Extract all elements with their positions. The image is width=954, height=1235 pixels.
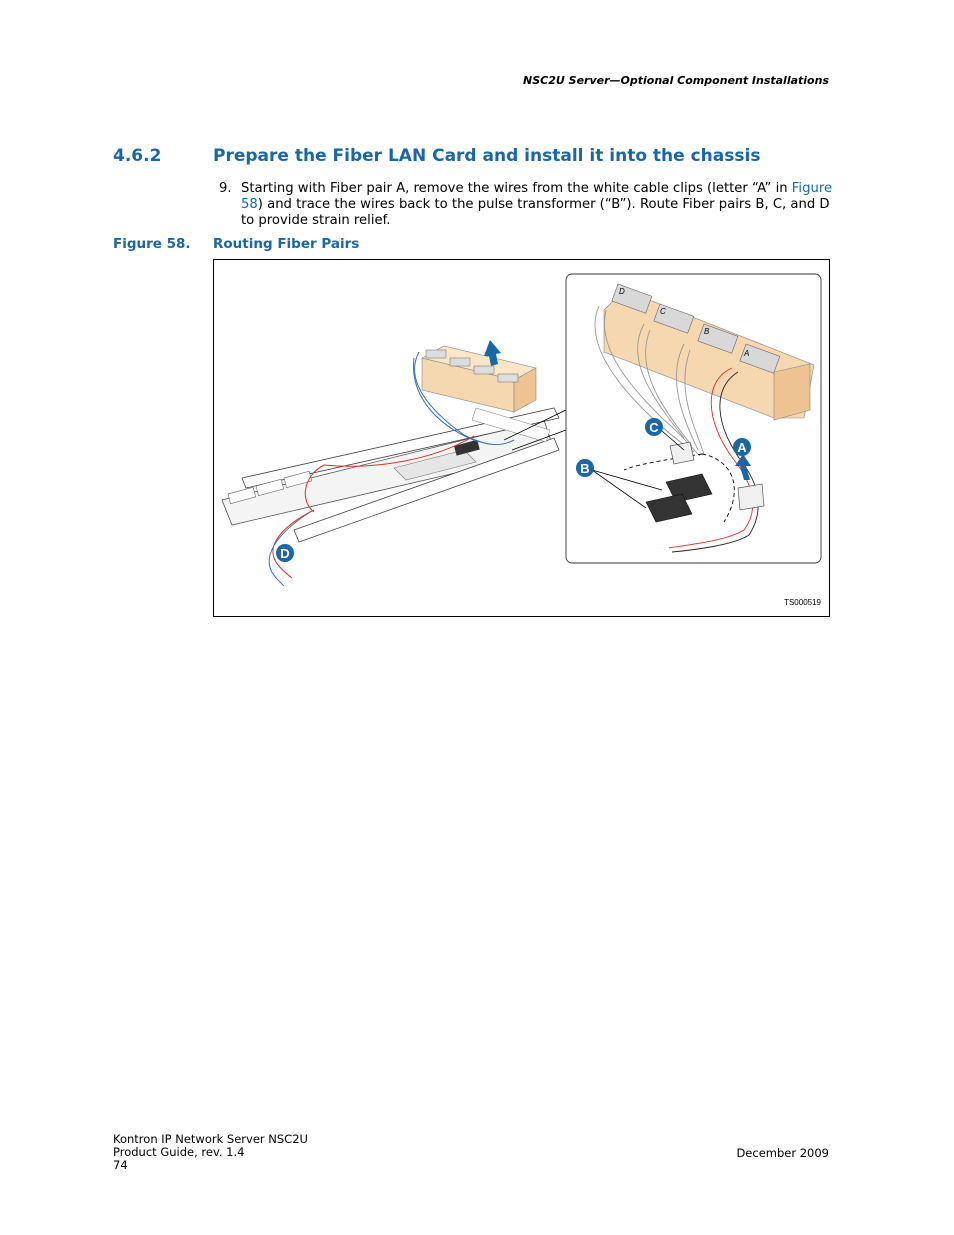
connector-label-a: A bbox=[744, 349, 750, 358]
page-number: 74 bbox=[113, 1158, 128, 1172]
connector-label-b: B bbox=[704, 327, 710, 336]
figure-58-link[interactable]: Figure 58 bbox=[241, 181, 833, 212]
figure-caption bbox=[113, 236, 359, 252]
routing-fiber-pairs-drawing bbox=[214, 260, 829, 616]
section-title: Prepare the Fiber LAN Card and install it into the chassis bbox=[213, 146, 761, 166]
callout-a bbox=[733, 438, 751, 456]
step-9 bbox=[219, 181, 834, 229]
footer bbox=[113, 1133, 308, 1172]
step-text-after: ) and trace the wires back to the pulse transformer (“B”). Route Fiber pairs B, C, and D to provide strain relief. bbox=[241, 197, 830, 228]
svg-text:C: C bbox=[649, 420, 659, 435]
svg-text:D: D bbox=[280, 546, 290, 561]
footer-guide: Product Guide, rev. 1.4 bbox=[113, 1145, 245, 1159]
connector-label-c: C bbox=[660, 307, 666, 316]
step-text bbox=[241, 181, 834, 229]
footer-product: Kontron IP Network Server NSC2U bbox=[113, 1132, 308, 1146]
connector-label-d: D bbox=[619, 287, 625, 296]
running-header: NSC2U Server—Optional Component Installations bbox=[523, 74, 829, 87]
callout-d bbox=[276, 544, 294, 562]
figure-reference-code: TS000519 bbox=[784, 598, 821, 607]
step-text-before: Starting with Fiber pair A, remove the wires from the white cable clips (letter “A” in bbox=[241, 181, 792, 196]
svg-text:B: B bbox=[580, 461, 590, 476]
figure-number: Figure 58. bbox=[113, 236, 191, 252]
figure-title: Routing Fiber Pairs bbox=[213, 236, 360, 252]
callout-b bbox=[576, 459, 594, 477]
figure-58-illustration bbox=[213, 259, 830, 617]
footer-date: December 2009 bbox=[736, 1146, 829, 1160]
step-number: 9. bbox=[219, 181, 232, 196]
svg-text:A: A bbox=[737, 440, 747, 455]
fiber-lan-card bbox=[222, 340, 559, 586]
callout-c bbox=[645, 418, 663, 436]
section-number: 4.6.2 bbox=[113, 146, 162, 166]
section-heading bbox=[113, 146, 760, 166]
